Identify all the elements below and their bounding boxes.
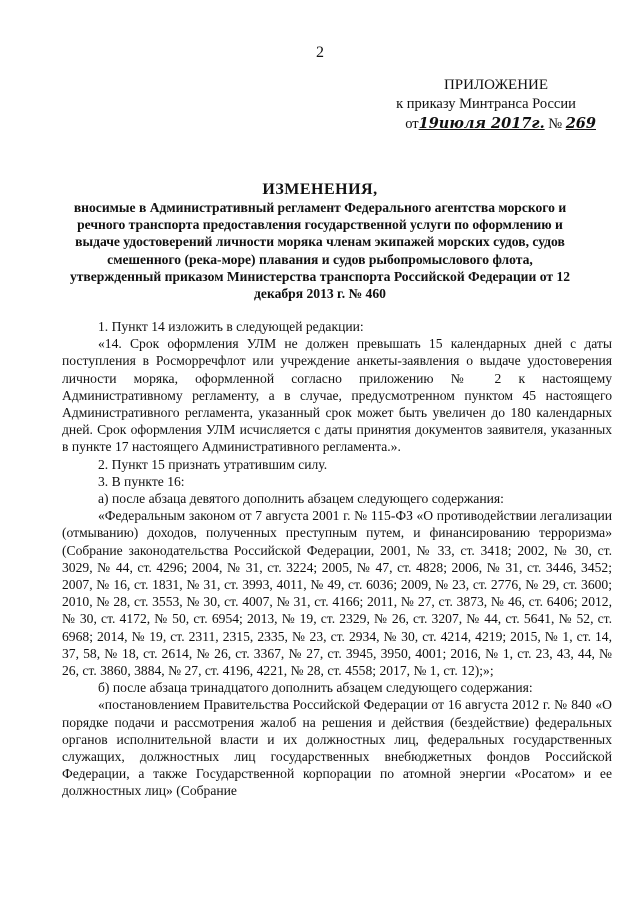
document-title: ИЗМЕНЕНИЯ, <box>262 181 378 198</box>
paragraph-1: 1. Пункт 14 изложить в следующей редакции: <box>98 319 364 334</box>
paragraph-5: а) после абзаца девятого дополнить абзацем следующего содержания: <box>98 491 504 507</box>
number-label: № <box>548 116 563 132</box>
document-subtitle: вносимые в Административный регламент Федерального агентства морского и речного транспорта предоставления государственной услуги по оформлению и выдаче удостоверений личности моряка членам экипажей морских судов, судов смешенного (река-море) плавания и судов рыбопромыслового флота, утвержденный приказом Министерства транспорта Российской Федерации от 12 декабря 2013 г. № 460 <box>69 200 571 302</box>
from-label: от <box>405 116 419 132</box>
paragraph-4: 3. В пункте 16: <box>98 473 185 489</box>
handwritten-number: 269 <box>565 115 596 132</box>
paragraph-7: б) после абзаца тринадцатого дополнить абзацем следующего содержания: <box>98 680 533 696</box>
paragraph-2: «14. Срок оформления УЛМ не должен превышать 15 календарных дней с даты поступления в Росморречфлот или учреждение анкеты-заявления о выдаче удостоверения личности моряка, оформленной согласно приложению № 2 к настоящему Административному регламенту, а в случае, предусмотренном пунктом 45 настоящего Административного регламента, указанный срок может быть увеличен до 180 календарных дней. Срок оформления УЛМ исчисляется с даты принятия документов заявителя, указанных в пункте 17 настоящего Административного регламента.». <box>62 336 612 455</box>
appendix-order-line: к приказу Минтранса России <box>396 96 576 112</box>
paragraph-8: «постановлением Правительства Российской Федерации от 16 августа 2012 г. № 840 «О порядке подачи и рассмотрения жалоб на решения и действия (бездействие) федеральных органов исполнительной власти и их должностных лиц, федеральных государственных служащих, должностных лиц государственных внебюджетных фондов Российской Федерации, а также Государственной корпорации по атомной энергии «Росатом» и ее должностных лиц» (Собрание <box>62 697 612 799</box>
appendix-block <box>396 76 596 134</box>
appendix-heading: ПРИЛОЖЕНИЕ <box>443 77 549 93</box>
appendix-date-number-line <box>396 114 596 134</box>
paragraph-3: 2. Пункт 15 признать утратившим силу. <box>98 456 328 472</box>
document-body <box>62 318 612 800</box>
page-number: 2 <box>316 44 324 61</box>
handwritten-date: 19июля 2017г. <box>418 115 545 132</box>
paragraph-6: «Федеральным законом от 7 августа 2001 г. № 115-ФЗ «О противодействии легализации (отмыванию) доходов, полученных преступным путем, и финансированию терроризма» (Собрание законодательства Российской Федерации, 2001, № 33, ст. 3418; 2002, № 30, ст. 3029, № 44, ст. 4296; 2004, № 31, ст. 3224; 2005, № 47, ст. 4828; 2006, № 31, ст. 3446, 3452; 2007, № 16, ст. 1831, № 31, ст. 3993, 4011, № 49, ст. 6036; 2009, № 23, ст. 2776, № 29, ст. 3600; 2010, № 28, ст. 3553, № 30, ст. 4007, № 31, ст. 4166; 2011, № 27, ст. 3873, № 46, ст. 6406; 2012, № 30, ст. 4172, № 50, ст. 6954; 2013, № 19, ст. 2329, № 26, ст. 3207, № 44, ст. 5641, № 52, ст. 6968; 2014, № 19, ст. 2311, 2315, 2335, № 23, ст. 2934, № 30, ст. 4214, 4219; 2015, № 1, ст. 14, 37, 58, № 18, ст. 2614, № 26, ст. 3367, № 27, ст. 3945, 3950, 4001; 2016, № 1, ст. 23, 43, 44, № 26, ст. 3860, 3884, № 27, ст. 4196, 4221, № 28, ст. 4558; 2017, № 1, ст. 12);»; <box>62 508 612 679</box>
